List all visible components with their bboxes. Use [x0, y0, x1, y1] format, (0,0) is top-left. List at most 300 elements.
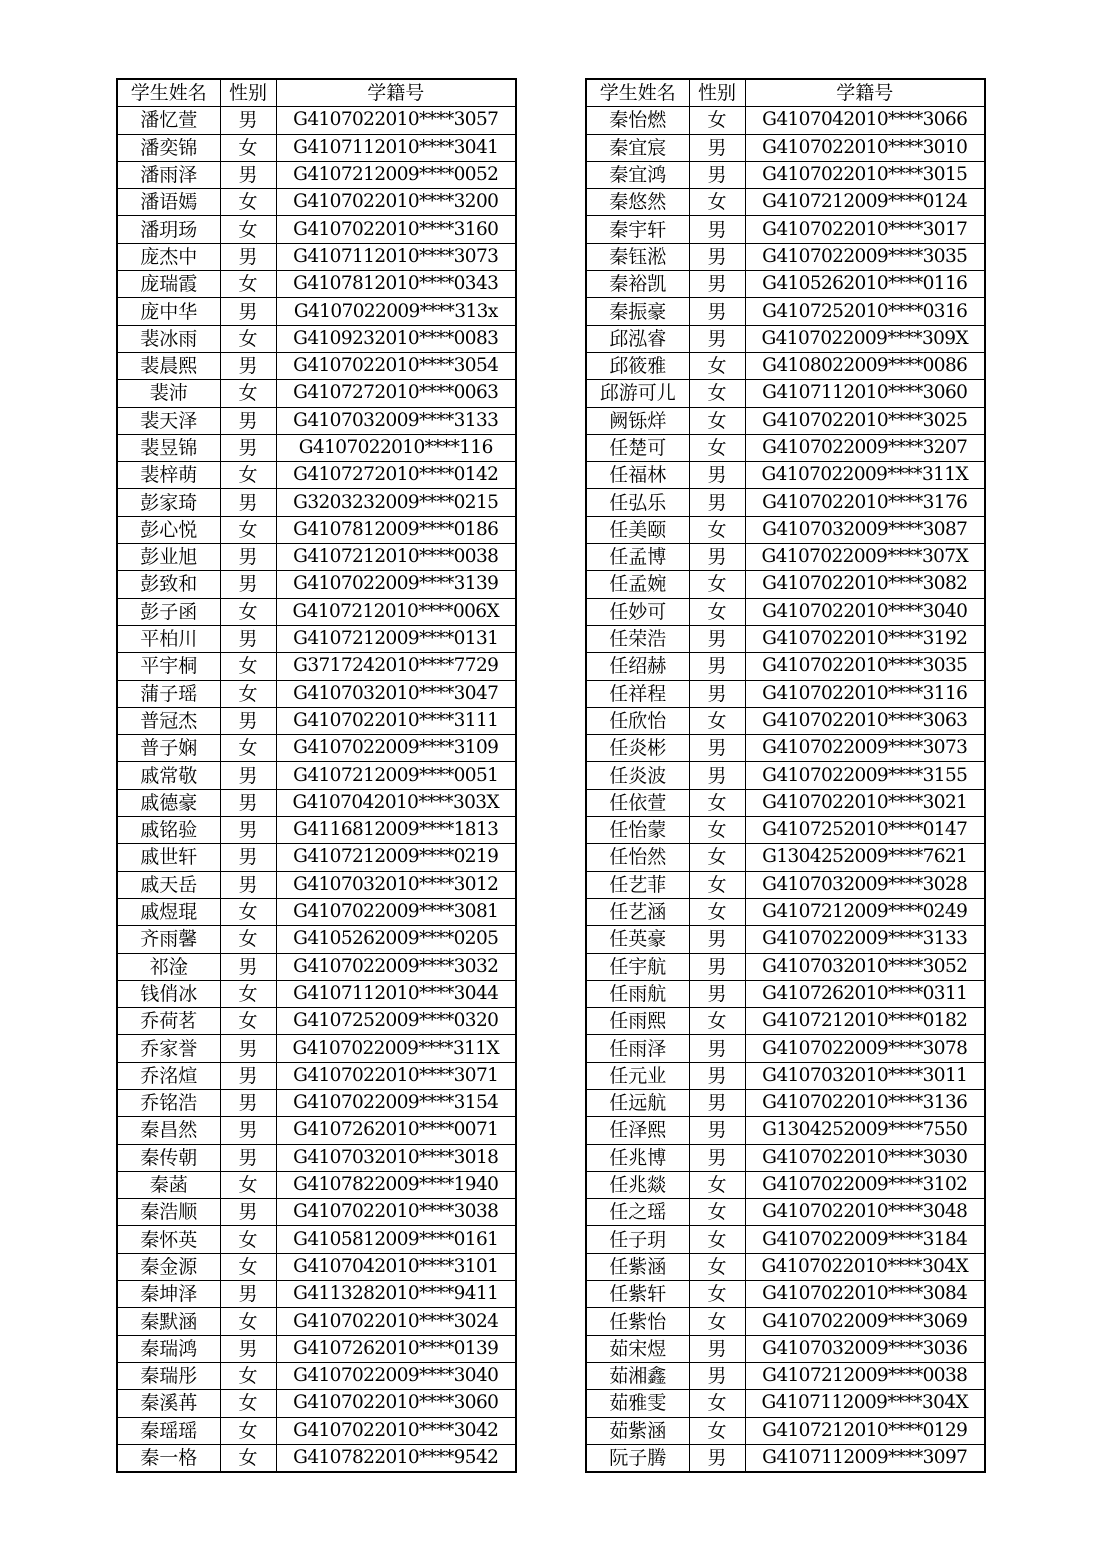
table-row: [117, 380, 516, 407]
student-gender: 女: [220, 462, 276, 489]
student-id: G4113282010****9411: [276, 1281, 516, 1308]
table-row: [586, 1335, 985, 1362]
student-gender: 男: [689, 1444, 745, 1472]
table-row: [117, 1062, 516, 1089]
student-gender: 男: [689, 271, 745, 298]
student-id: G4107262010****0311: [745, 980, 985, 1007]
student-id: G4107112009****304X: [745, 1390, 985, 1417]
student-name: 戚德豪: [117, 789, 220, 816]
table-row: [586, 1062, 985, 1089]
table-row: [586, 1117, 985, 1144]
table-row: [586, 298, 985, 325]
student-id: G4107022009****3133: [745, 926, 985, 953]
table-row: [586, 625, 985, 652]
table-row: [117, 189, 516, 216]
student-gender: 女: [220, 134, 276, 161]
student-id: G4107022010****3082: [745, 571, 985, 598]
student-gender: 女: [689, 1281, 745, 1308]
table-body-left: [117, 107, 516, 1472]
student-name: 潘雨泽: [117, 161, 220, 188]
table-row: [117, 107, 516, 134]
student-name: 任荣浩: [586, 625, 689, 652]
student-id: G1304252009****7550: [745, 1117, 985, 1144]
table-row: [586, 544, 985, 571]
student-name: 任怡然: [586, 844, 689, 871]
student-name: 任孟博: [586, 544, 689, 571]
student-id: G4107022010****3054: [276, 352, 516, 379]
student-id: G4107212009****0219: [276, 844, 516, 871]
student-id: G4107212009****0249: [745, 898, 985, 925]
student-name: 平柏川: [117, 625, 220, 652]
student-gender: 女: [689, 516, 745, 543]
student-gender: 男: [689, 980, 745, 1007]
table-row: [586, 1308, 985, 1335]
header-row: [586, 79, 985, 107]
student-id: G4107022010****3048: [745, 1199, 985, 1226]
student-id: G4107042010****3101: [276, 1253, 516, 1280]
student-id: G4107042010****3066: [745, 107, 985, 134]
table-row: [117, 352, 516, 379]
table-row: [117, 953, 516, 980]
student-gender: 男: [220, 707, 276, 734]
table-row: [586, 271, 985, 298]
student-name: 蒲子瑶: [117, 680, 220, 707]
student-name: 彭心悦: [117, 516, 220, 543]
table-row: [586, 134, 985, 161]
student-gender: 女: [220, 735, 276, 762]
student-name: 邱游可儿: [586, 380, 689, 407]
header-row: [117, 79, 516, 107]
student-gender: 女: [220, 653, 276, 680]
table-row: [117, 325, 516, 352]
student-name: 庞杰中: [117, 243, 220, 270]
student-id: G4107022009****3073: [745, 735, 985, 762]
header-name: 学生姓名: [586, 79, 689, 107]
student-gender: 女: [689, 107, 745, 134]
table-row: [117, 653, 516, 680]
student-gender: 男: [689, 762, 745, 789]
student-id: G4107252009****0320: [276, 1008, 516, 1035]
student-gender: 男: [220, 243, 276, 270]
student-name: 裴梓萌: [117, 462, 220, 489]
student-gender: 男: [689, 625, 745, 652]
student-id: G4107022010****3176: [745, 489, 985, 516]
table-row: [586, 898, 985, 925]
table-row: [586, 680, 985, 707]
student-id: G4107022009****3154: [276, 1089, 516, 1116]
student-id: G4107022009****313x: [276, 298, 516, 325]
table-row: [117, 134, 516, 161]
table-row: [117, 1281, 516, 1308]
student-name: 乔洺煊: [117, 1062, 220, 1089]
student-id: G4107112010****3073: [276, 243, 516, 270]
student-id: G4107262010****0139: [276, 1335, 516, 1362]
student-id: G4107022010****3021: [745, 789, 985, 816]
student-gender: 男: [689, 735, 745, 762]
student-gender: 女: [689, 189, 745, 216]
table-row: [117, 243, 516, 270]
student-gender: 男: [220, 1144, 276, 1171]
student-gender: 女: [689, 817, 745, 844]
student-id: G4107022010****3071: [276, 1062, 516, 1089]
student-id: G4109232010****0083: [276, 325, 516, 352]
student-id: G4107252010****0316: [745, 298, 985, 325]
student-id: G3203232009****0215: [276, 489, 516, 516]
student-gender: 男: [220, 352, 276, 379]
student-name: 乔铭浩: [117, 1089, 220, 1116]
table-row: [117, 462, 516, 489]
table-row: [586, 1171, 985, 1198]
student-gender: 男: [220, 544, 276, 571]
table-row: [117, 735, 516, 762]
student-name: 秦振豪: [586, 298, 689, 325]
student-id: G4107022010****3010: [745, 134, 985, 161]
student-name: 任美颐: [586, 516, 689, 543]
student-name: 彭业旭: [117, 544, 220, 571]
student-gender: 男: [220, 1199, 276, 1226]
student-gender: 男: [689, 1117, 745, 1144]
table-row: [586, 1417, 985, 1444]
student-name: 任弘乐: [586, 489, 689, 516]
student-name: 任怡蒙: [586, 817, 689, 844]
student-gender: 男: [220, 1035, 276, 1062]
student-id: G4107022009****3102: [745, 1171, 985, 1198]
student-gender: 男: [220, 489, 276, 516]
table-row: [117, 1308, 516, 1335]
student-id: G4107212009****0131: [276, 625, 516, 652]
header-gender: 性别: [689, 79, 745, 107]
student-name: 秦钰淞: [586, 243, 689, 270]
student-name: 秦金源: [117, 1253, 220, 1280]
student-gender: 男: [689, 926, 745, 953]
table-row: [586, 926, 985, 953]
student-name: 任孟婉: [586, 571, 689, 598]
student-name: 秦裕凯: [586, 271, 689, 298]
student-name: 秦怀英: [117, 1226, 220, 1253]
table-row: [586, 161, 985, 188]
table-row: [586, 489, 985, 516]
student-gender: 女: [689, 1171, 745, 1198]
table-row: [117, 298, 516, 325]
student-id: G4107022009****3035: [745, 243, 985, 270]
student-id: G4107022010****304X: [745, 1253, 985, 1280]
student-gender: 男: [220, 817, 276, 844]
student-name: 彭致和: [117, 571, 220, 598]
student-gender: 女: [220, 1308, 276, 1335]
table-row: [586, 216, 985, 243]
student-gender: 女: [220, 980, 276, 1007]
student-gender: 男: [220, 1281, 276, 1308]
table-row: [117, 762, 516, 789]
student-id: G4107022010****3136: [745, 1089, 985, 1116]
student-name: 任兆博: [586, 1144, 689, 1171]
student-id: G4107022010****3038: [276, 1199, 516, 1226]
student-name: 戚世轩: [117, 844, 220, 871]
table-row: [586, 243, 985, 270]
student-name: 秦宇轩: [586, 216, 689, 243]
student-id: G4107022009****3207: [745, 434, 985, 461]
student-name: 秦怡燃: [586, 107, 689, 134]
student-id: G4107272010****0142: [276, 462, 516, 489]
table-row: [586, 871, 985, 898]
student-name: 秦菡: [117, 1171, 220, 1198]
student-gender: 男: [220, 953, 276, 980]
table-row: [117, 489, 516, 516]
student-gender: 男: [220, 871, 276, 898]
student-id: G4107032010****3012: [276, 871, 516, 898]
student-id: G4107812010****0343: [276, 271, 516, 298]
student-name: 茹湘鑫: [586, 1362, 689, 1389]
student-name: 齐雨馨: [117, 926, 220, 953]
student-id: G4107032010****3011: [745, 1062, 985, 1089]
student-name: 戚铭验: [117, 817, 220, 844]
student-name: 任雨航: [586, 980, 689, 1007]
student-id: G4107032009****3036: [745, 1335, 985, 1362]
student-gender: 女: [689, 407, 745, 434]
student-id: G4107032010****3018: [276, 1144, 516, 1171]
student-name: 阮子腾: [586, 1444, 689, 1472]
student-id: G4107112009****3097: [745, 1444, 985, 1472]
student-name: 任祥程: [586, 680, 689, 707]
student-name: 普子娴: [117, 735, 220, 762]
table-row: [117, 1117, 516, 1144]
table-row: [586, 844, 985, 871]
student-gender: 女: [220, 680, 276, 707]
student-gender: 男: [220, 407, 276, 434]
table-row: [586, 462, 985, 489]
student-id: G4107022009****309X: [745, 325, 985, 352]
student-gender: 女: [220, 1362, 276, 1389]
table-row: [117, 598, 516, 625]
student-gender: 男: [689, 489, 745, 516]
table-row: [586, 571, 985, 598]
student-id: G4107022010****3024: [276, 1308, 516, 1335]
student-name: 任远航: [586, 1089, 689, 1116]
student-id: G4107212010****0182: [745, 1008, 985, 1035]
student-id: G4107022010****3017: [745, 216, 985, 243]
table-row: [586, 380, 985, 407]
student-id: G4107022009****3069: [745, 1308, 985, 1335]
student-gender: 女: [689, 1199, 745, 1226]
student-id: G4107112010****3041: [276, 134, 516, 161]
table-row: [117, 271, 516, 298]
student-name: 戚煜琨: [117, 898, 220, 925]
student-gender: 男: [220, 1062, 276, 1089]
table-row: [117, 1362, 516, 1389]
table-row: [586, 817, 985, 844]
student-id: G4107022010****116: [276, 434, 516, 461]
student-gender: 女: [689, 1008, 745, 1035]
student-name: 任紫涵: [586, 1253, 689, 1280]
student-gender: 男: [689, 1144, 745, 1171]
student-id: G4107022010****3116: [745, 680, 985, 707]
student-gender: 女: [689, 1308, 745, 1335]
student-id: G4116812009****1813: [276, 817, 516, 844]
student-gender: 男: [220, 762, 276, 789]
student-name: 任艺涵: [586, 898, 689, 925]
student-name: 裴天泽: [117, 407, 220, 434]
student-gender: 男: [689, 161, 745, 188]
table-row: [586, 1035, 985, 1062]
student-gender: 男: [220, 298, 276, 325]
student-gender: 男: [689, 1089, 745, 1116]
student-id: G4107212009****0124: [745, 189, 985, 216]
student-id: G4107022010****3015: [745, 161, 985, 188]
student-id: G4107022010****3192: [745, 625, 985, 652]
table-row: [117, 571, 516, 598]
student-name: 任妙可: [586, 598, 689, 625]
table-row: [117, 1417, 516, 1444]
student-gender: 男: [689, 134, 745, 161]
student-name: 秦宜鸿: [586, 161, 689, 188]
table-row: [586, 107, 985, 134]
student-name: 任英豪: [586, 926, 689, 953]
student-name: 任炎彬: [586, 735, 689, 762]
table-row: [586, 653, 985, 680]
student-name: 戚天岳: [117, 871, 220, 898]
table-row: [117, 1253, 516, 1280]
student-name: 任雨泽: [586, 1035, 689, 1062]
student-gender: 女: [689, 871, 745, 898]
student-table-left: [116, 78, 517, 1473]
student-gender: 女: [689, 1417, 745, 1444]
table-row: [586, 516, 985, 543]
student-name: 秦传朝: [117, 1144, 220, 1171]
table-row: [117, 871, 516, 898]
student-id: G4105812009****0161: [276, 1226, 516, 1253]
student-gender: 女: [220, 1253, 276, 1280]
table-row: [117, 1226, 516, 1253]
table-row: [117, 1144, 516, 1171]
table-row: [117, 216, 516, 243]
header-student-id: 学籍号: [745, 79, 985, 107]
student-name: 乔家誉: [117, 1035, 220, 1062]
table-row: [117, 161, 516, 188]
student-id: G4108022009****0086: [745, 352, 985, 379]
student-name: 潘奕锦: [117, 134, 220, 161]
student-id: G4107822009****1940: [276, 1171, 516, 1198]
student-name: 任泽熙: [586, 1117, 689, 1144]
table-row: [117, 1390, 516, 1417]
student-id: G4107032009****3133: [276, 407, 516, 434]
student-name: 任之瑶: [586, 1199, 689, 1226]
student-gender: 女: [689, 898, 745, 925]
student-id: G4107022009****3081: [276, 898, 516, 925]
student-gender: 女: [220, 380, 276, 407]
student-name: 秦浩顺: [117, 1199, 220, 1226]
student-id: G4107212009****0038: [745, 1362, 985, 1389]
student-gender: 男: [689, 243, 745, 270]
student-gender: 男: [689, 325, 745, 352]
table-row: [117, 1089, 516, 1116]
student-name: 祁淦: [117, 953, 220, 980]
student-name: 任宇航: [586, 953, 689, 980]
student-gender: 女: [689, 380, 745, 407]
student-gender: 女: [220, 1417, 276, 1444]
student-gender: 男: [220, 789, 276, 816]
student-name: 任欣怡: [586, 707, 689, 734]
student-id: G4107022010****3035: [745, 653, 985, 680]
student-id: G4107022010****3200: [276, 189, 516, 216]
table-row: [117, 789, 516, 816]
table-row: [586, 1253, 985, 1280]
student-name: 邱筱雅: [586, 352, 689, 379]
table-row: [117, 434, 516, 461]
student-name: 庞中华: [117, 298, 220, 325]
table-row: [586, 1444, 985, 1472]
student-name: 任绍赫: [586, 653, 689, 680]
student-name: 裴晨熙: [117, 352, 220, 379]
student-id: G4107262010****0071: [276, 1117, 516, 1144]
student-name: 邱泓睿: [586, 325, 689, 352]
table-row: [586, 598, 985, 625]
student-name: 彭家琦: [117, 489, 220, 516]
student-gender: 男: [689, 953, 745, 980]
student-id: G4107112010****3044: [276, 980, 516, 1007]
student-name: 茹宋煜: [586, 1335, 689, 1362]
student-name: 潘忆萱: [117, 107, 220, 134]
table-row: [117, 1199, 516, 1226]
table-row: [117, 980, 516, 1007]
table-row: [586, 1089, 985, 1116]
student-gender: 男: [689, 1335, 745, 1362]
student-name: 庞瑞霞: [117, 271, 220, 298]
student-id: G4107032010****3047: [276, 680, 516, 707]
table-row: [586, 762, 985, 789]
student-gender: 男: [689, 653, 745, 680]
student-id: G4107022010****3111: [276, 707, 516, 734]
student-gender: 男: [220, 1089, 276, 1116]
student-gender: 女: [689, 844, 745, 871]
table-row: [117, 817, 516, 844]
student-gender: 女: [689, 352, 745, 379]
table-row: [586, 189, 985, 216]
student-gender: 男: [220, 1335, 276, 1362]
student-id: G4107212009****0052: [276, 161, 516, 188]
student-id: G4105262009****0205: [276, 926, 516, 953]
table-row: [586, 352, 985, 379]
student-name: 任紫轩: [586, 1281, 689, 1308]
student-gender: 男: [220, 844, 276, 871]
student-gender: 男: [689, 1062, 745, 1089]
student-gender: 男: [220, 107, 276, 134]
student-id: G4107812009****0186: [276, 516, 516, 543]
student-name: 任子玥: [586, 1226, 689, 1253]
student-name: 秦悠然: [586, 189, 689, 216]
student-id: G4107022010****3160: [276, 216, 516, 243]
student-gender: 男: [689, 680, 745, 707]
student-gender: 男: [689, 298, 745, 325]
table-row: [117, 898, 516, 925]
student-gender: 女: [220, 325, 276, 352]
header-gender: 性别: [220, 79, 276, 107]
student-gender: 男: [689, 1362, 745, 1389]
student-name: 秦瑞彤: [117, 1362, 220, 1389]
student-name: 普冠杰: [117, 707, 220, 734]
student-gender: 女: [220, 1171, 276, 1198]
student-name: 秦一格: [117, 1444, 220, 1472]
student-name: 秦昌然: [117, 1117, 220, 1144]
student-name: 裴昱锦: [117, 434, 220, 461]
table-row: [586, 434, 985, 461]
student-id: G4107272010****0063: [276, 380, 516, 407]
table-row: [586, 980, 985, 1007]
table-row: [117, 844, 516, 871]
student-id: G4107022009****311X: [745, 462, 985, 489]
table-row: [117, 1171, 516, 1198]
table-row: [586, 1281, 985, 1308]
student-id: G4107822010****9542: [276, 1444, 516, 1472]
